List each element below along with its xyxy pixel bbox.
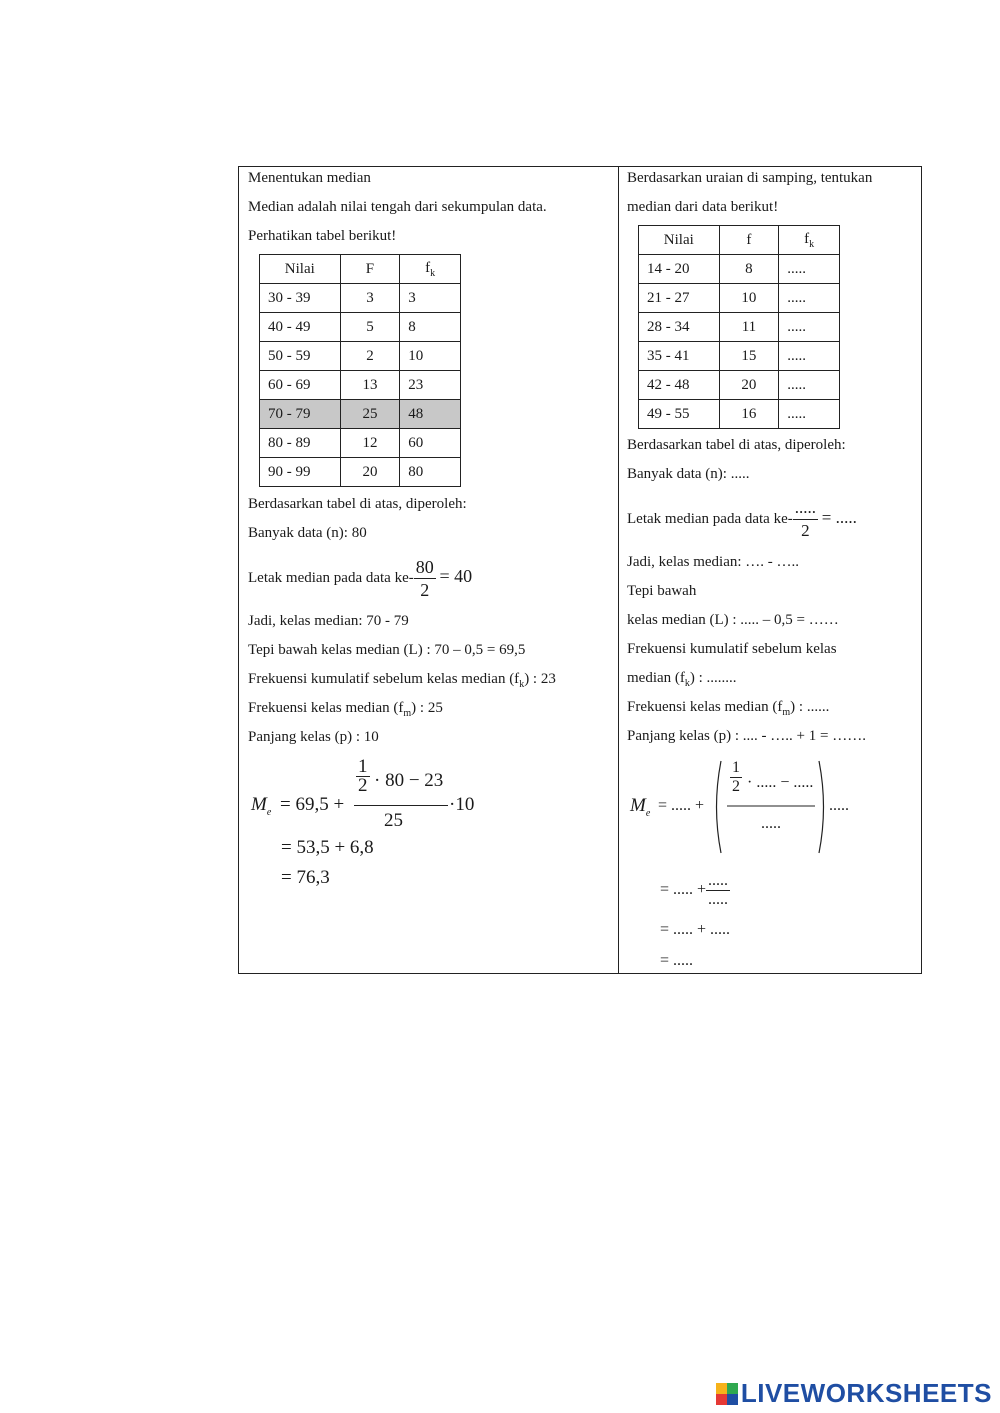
table-row: 90 - 99 20 80: [260, 458, 461, 487]
formula-inner: · 80 − 23: [374, 770, 444, 791]
formula-half: $\frac{1}{2}$: [732, 759, 740, 795]
table-row: 35 - 41 15 .....: [639, 342, 840, 371]
fk-blank[interactable]: .....: [779, 400, 840, 429]
median-position[interactable]: Letak median pada data ke- $\frac{.....}{2}$ = .....: [627, 498, 857, 541]
formula-denominator: 25: [384, 810, 403, 831]
formula-step2[interactable]: = ..... + $\frac{.....}{.....}$: [660, 871, 729, 908]
exercise-instruction-2: median dari data berikut!: [627, 199, 779, 215]
class-length: Panjang kelas (p) : 10: [248, 729, 379, 745]
lower-boundary[interactable]: kelas median (L) : ..... – 0,5 = ……: [627, 612, 839, 628]
table-row: 42 - 48 20 .....: [639, 371, 840, 400]
fk-blank[interactable]: .....: [779, 284, 840, 313]
column-divider: [618, 167, 619, 973]
table-row: 49 - 55 16 .....: [639, 400, 840, 429]
table-row: 80 - 89 12 60: [260, 429, 461, 458]
median-frequency[interactable]: Frekuensi kelas median $(f_m)$ : ......: [627, 699, 830, 718]
liveworksheets-logo: [716, 1378, 992, 1409]
formula-equals: = 69,5 +: [280, 794, 345, 815]
table-row: 14 - 20 8 .....: [639, 255, 840, 284]
lower-boundary: Tepi bawah kelas median (L) : 70 – 0,5 = 69,5: [248, 642, 526, 658]
header-fk: $f_k$: [400, 255, 461, 284]
exercise-table: [638, 225, 840, 429]
table-instruction: Perhatikan tabel berikut!: [248, 228, 397, 244]
formula-step2: = 53,5 + 6,8: [281, 837, 374, 858]
liveworksheets-wordmark: LIVEWORKSHEETS: [740, 1378, 992, 1408]
header-f: f: [719, 226, 779, 255]
median-class: Jadi, kelas median: 70 - 79: [248, 613, 409, 629]
cumulative-frequency-label: Frekuensi kumulatif sebelum kelas: [627, 641, 837, 657]
lower-boundary-label: Tepi bawah: [627, 583, 697, 599]
table-header-row: [639, 226, 840, 255]
header-nilai: Nilai: [639, 226, 720, 255]
table-row: 21 - 27 10 .....: [639, 284, 840, 313]
section-title: Menentukan median: [248, 170, 371, 186]
liveworksheets-logo-icon: [716, 1383, 738, 1405]
table-row: 50 - 59 2 10: [260, 342, 461, 371]
worksheet-frame: [238, 166, 922, 974]
data-count[interactable]: Banyak data (n): .....: [627, 466, 750, 482]
median-position: Letak median pada data ke- $\frac{80}{2}$ = 40: [248, 557, 473, 601]
median-class-row: 70 - 79 25 48: [260, 400, 461, 429]
cumulative-frequency[interactable]: median $(f_k)$ : ........: [627, 670, 737, 689]
formula-fraction-bar: [354, 805, 448, 806]
table-conclusion: Berdasarkan tabel di atas, diperoleh:: [627, 437, 846, 453]
formula-step3: = 76,3: [281, 867, 330, 888]
formula-me: $M_e$: [630, 795, 651, 819]
header-nilai: Nilai: [260, 255, 341, 284]
formula-times: ·10: [449, 794, 475, 815]
header-fk: $f_k$: [779, 226, 840, 255]
data-count: Banyak data (n): 80: [248, 525, 367, 541]
formula-brackets: [711, 757, 829, 857]
exercise-instruction: Berdasarkan uraian di samping, tentukan: [627, 170, 873, 186]
table-row: 30 - 39 3 3: [260, 284, 461, 313]
example-table: [259, 254, 461, 487]
formula-equals: = ..... +: [658, 797, 705, 814]
formula-tail: .....: [829, 797, 849, 814]
table-row: 28 - 34 11 .....: [639, 313, 840, 342]
fk-blank[interactable]: .....: [779, 371, 840, 400]
median-class[interactable]: Jadi, kelas median: …. - …..: [627, 554, 800, 570]
header-f: F: [340, 255, 400, 284]
formula-step4[interactable]: = .....: [660, 952, 694, 969]
cumulative-frequency: Frekuensi kumulatif sebelum kelas median $(f_k)$ : 23: [248, 671, 556, 690]
fk-blank[interactable]: .....: [779, 342, 840, 371]
formula-me: $M_e$: [251, 794, 272, 818]
formula-step3[interactable]: = ..... + .....: [660, 921, 731, 938]
formula-inner: · ..... − .....: [747, 774, 814, 791]
median-frequency: Frekuensi kelas median $(f_m)$ : 25: [248, 700, 443, 719]
table-conclusion: Berdasarkan tabel di atas, diperoleh:: [248, 496, 467, 512]
formula-denominator: .....: [761, 815, 781, 832]
table-row: 40 - 49 5 8: [260, 313, 461, 342]
table-header-row: [260, 255, 461, 284]
table-row: 60 - 69 13 23: [260, 371, 461, 400]
fk-blank[interactable]: .....: [779, 255, 840, 284]
median-definition: Median adalah nilai tengah dari sekumpulan data.: [248, 199, 547, 215]
class-length[interactable]: Panjang kelas (p) : .... - ….. + 1 = …….: [627, 728, 866, 744]
formula-half: $\frac{1}{2}$: [358, 756, 368, 796]
fk-blank[interactable]: .....: [779, 313, 840, 342]
